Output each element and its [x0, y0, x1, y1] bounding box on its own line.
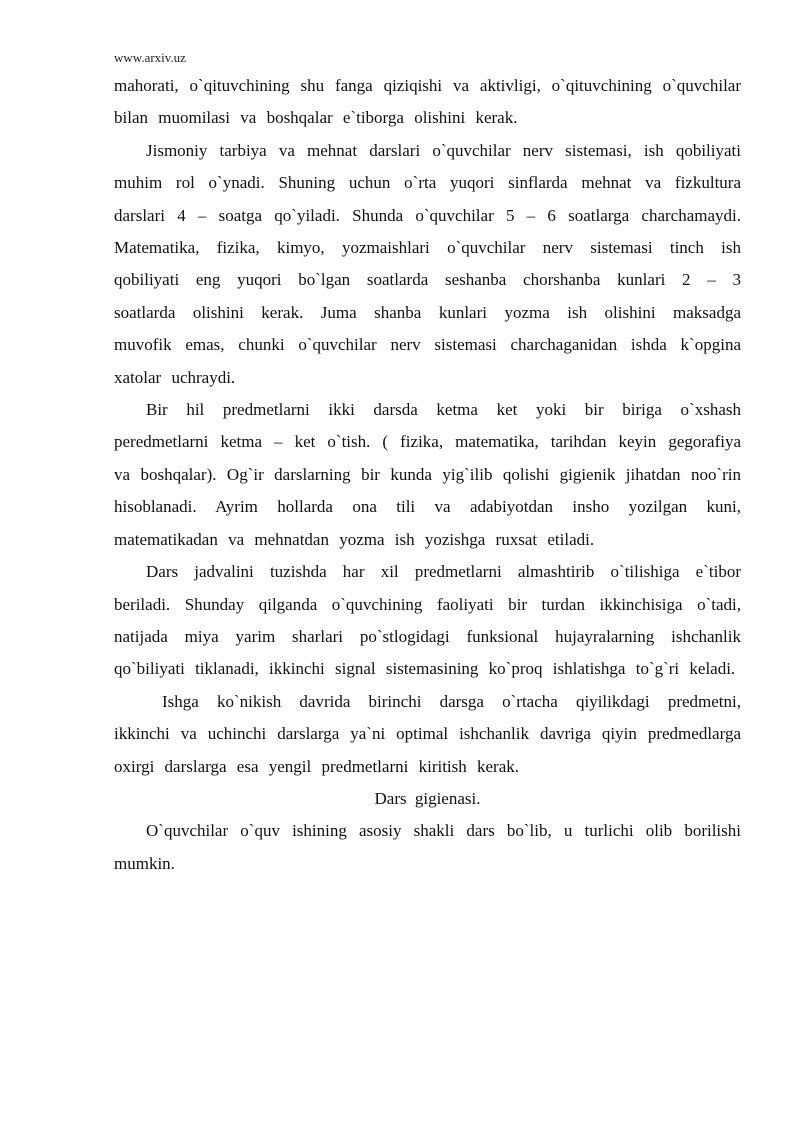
paragraph-4: Dars jadvalini tuzishda har xil predmetlarni almashtirib o`tilishiga e`tibor beriladi. Shunday qilganda o`quvchining faoliyati bir turdan ikkinchisiga o`tadi, natijada miya yarim sharlari po`stlogidagi funksional hujayralarning ishchanlik qo`biliyati tiklanadi, ikkinchi signal sistemasining ko`proq ishlatishga to`g`ri keladi.: [114, 562, 741, 679]
paragraph-2: Jismoniy tarbiya va mehnat darslari o`quvchilar nerv sistemasi, ish qobiliyati muhim rol o`ynadi. Shuning uchun o`rta yuqori sinflarda mehnat va fizkultura darslari 4 – soatga qo`yiladi. Shunda o`quvchilar 5 – 6 soatlarga charchamaydi. Matematika, fizika, kimyo, yozmaishlari o`quvchilar nerv sistemasi tinch ish qobiliyati eng yuqori bo`lgan soatlarda seshanba chorshanba kunlari 2 – 3 soatlarda olishini kerak. Juma shanba kunlari yozma ish olishini maksadga muvofik emas, chunki o`quvchilar nerv sistemasi charchaganidan ishda k`opgina xatolar uchraydi.: [114, 140, 741, 387]
section-title: Dars gigienasi.: [374, 788, 481, 808]
paragraph-6: O`quvchilar o`quv ishining asosiy shakli dars bo`lib, u turlichi olib borilishi mumkin.: [114, 821, 741, 873]
paragraph-5: Ishga ko`nikish davrida birinchi darsga o`rtacha qiyilikdagi predmetni, ikkinchi va uchinchi darslarga ya`ni optimal ishchanlik davriga qiyin predmedlarga oxirgi darslarga esa yengil predmetlarni kiritish kerak.: [114, 691, 741, 776]
site-header: www.arxiv.uz: [114, 50, 186, 65]
paragraph-3: Bir hil predmetlarni ikki darsda ketma ket yoki bir biriga o`xshash peredmetlarni ketma – ket o`tish. ( fizika, matematika, tarihdan keyin gegorafiya va boshqalar). Og`ir darslarning bir kunda yig`ilib qolishi gigienik jihatdan noo`rin hisoblanadi. Ayrim hollarda ona tili va adabiyotdan insho yozilgan kuni, matematikadan va mehnatdan yozma ish yozishga ruxsat etiladi.: [114, 400, 741, 549]
paragraph-1: mahorati, o`qituvchining shu fanga qiziqishi va aktivligi, o`qituvchining o`quvchilar bilan muomilasi va boshqalar e`tiborga olishini kerak.: [114, 76, 741, 128]
document-body: [114, 70, 741, 880]
